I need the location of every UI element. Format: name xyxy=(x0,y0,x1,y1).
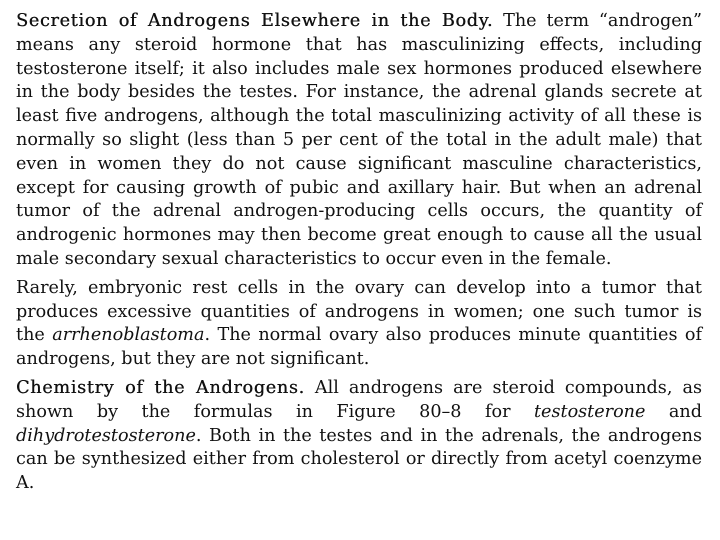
section-heading: Secretion of Androgens Elsewhere in the Body. xyxy=(16,11,494,31)
italic-term: arrhenoblastoma xyxy=(52,325,205,346)
section-heading: Chemistry of the Androgens. xyxy=(16,377,305,398)
paragraph-text: All androgens are steroid compounds, as shown by the formulas in Figure 80–8 for xyxy=(16,377,702,422)
paragraph-text: . Both in the testes and in the adrenals, the androgens can be synthesized either from cholesterol or directly from acetyl coenzyme A. xyxy=(16,425,702,494)
italic-term: dihydrotestosterone xyxy=(16,425,196,446)
italic-term: testosterone xyxy=(533,401,646,422)
paragraph-text: . The normal ovary also produces minute quantities of androgens, but they are not significant. xyxy=(16,325,703,370)
paragraph-text: and xyxy=(645,401,702,422)
paragraph-text: Rarely, embryonic rest cells in the ovary can develop into a tumor that produces excessive quantities of androgens in women; one such tumor is the xyxy=(16,277,702,346)
paragraph-text: The term “androgen” means any steroid hormone that has masculinizing effects, including testosterone itself; it also includes male sex hormones produced elsewhere in the body besides the testes. For instance, the adrenal glands secrete at least five androgens, although the total masculinizing activity of all these is normally so slight (less than 5 per cent of the total in the adult male) that even in women they do not cause significant masculine characteristics, except for causing growth of pubic and axillary hair. But when an adrenal tumor of the adrenal androgen-producing cells occurs, the quantity of androgenic hormones may then become great enough to cause all the usual male secondary sexual characteristics to occur even in the female. xyxy=(16,11,702,269)
paragraph-androgen-chemistry xyxy=(16,377,702,496)
paragraph-androgen-secretion xyxy=(16,10,702,272)
paragraph-ovary-tumor xyxy=(16,277,702,372)
